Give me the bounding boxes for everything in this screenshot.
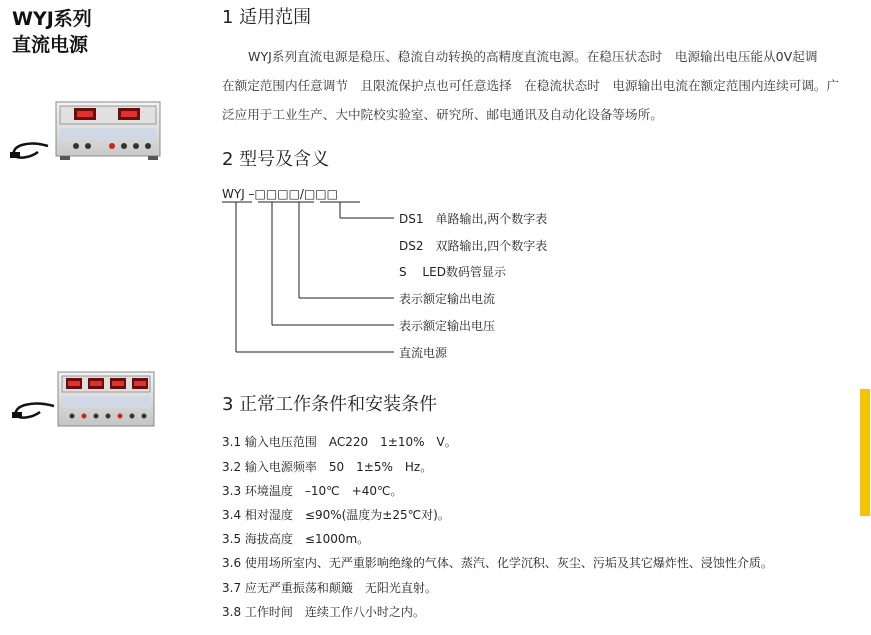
condition-item: 3.2 输入电源频率 50 1±5% Hz。	[222, 460, 433, 474]
label-dc-supply: 直流电源	[399, 346, 448, 360]
section3-heading: 3 正常工作条件和安装条件	[222, 394, 438, 415]
label-s: S LED数码管显示	[399, 265, 506, 279]
condition-item: 3.3 环境温度 –10℃ +40℃。	[222, 484, 403, 498]
section2-heading: 2 型号及含义	[222, 149, 330, 170]
model-code: WYJ –□□□□/□□□	[222, 187, 338, 201]
condition-item: 3.7 应无严重振荡和颠簸 无阳光直射。	[222, 581, 437, 595]
condition-item: 3.5 海拔高度 ≤1000m。	[222, 532, 370, 546]
model-diagram-lines	[220, 200, 410, 360]
product-image-dual-output	[8, 370, 158, 432]
series-title-line2: 直流电源	[12, 34, 89, 56]
section1-paragraph	[222, 42, 840, 129]
product-image-single-output	[8, 98, 168, 168]
condition-item: 3.6 使用场所室内、无严重影响绝缘的气体、蒸汽、化学沉积、灰尘、污垢及其它爆炸性、浸蚀性介质。	[222, 556, 773, 570]
label-ds1: DS1 单路输出,两个数字表	[399, 212, 548, 226]
condition-item: 3.4 相对湿度 ≤90%(温度为±25℃对)。	[222, 508, 450, 522]
side-tab-accent	[860, 389, 870, 516]
series-title	[12, 6, 92, 58]
label-rated-voltage: 表示额定输出电压	[399, 319, 496, 333]
condition-item: 3.1 输入电压范围 AC220 1±10% V。	[222, 435, 457, 449]
section1-text: WYJ系列直流电源是稳压、稳流自动转换的高精度直流电源。在稳压状态时 电源输出电压能从0V起调 在额定范围内任意调节 且限流保护点也可任意选择 在稳流状态时 电源输出电流在额定范围内连续可调。广泛应用于工业生产、大中院校实验室、研究所、邮电通讯及自动化设备等场所。	[222, 49, 840, 122]
series-title-line1: WYJ系列	[12, 8, 92, 30]
label-ds2: DS2 双路输出,四个数字表	[399, 239, 548, 253]
condition-item: 3.8 工作时间 连续工作八小时之内。	[222, 605, 425, 619]
section1-heading: 1 适用范围	[222, 7, 312, 28]
label-rated-current: 表示额定输出电流	[399, 292, 496, 306]
